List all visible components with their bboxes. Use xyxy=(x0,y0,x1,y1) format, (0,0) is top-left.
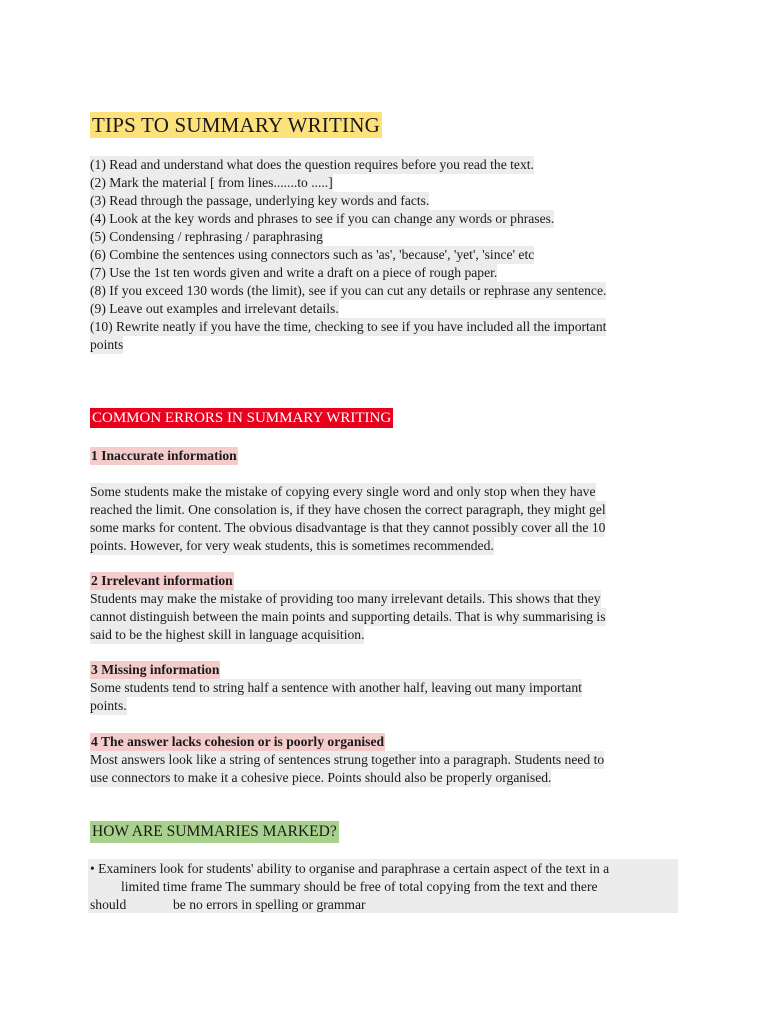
tip-line: (7) Use the 1st ten words given and write a draft on a piece of rough paper. xyxy=(90,265,498,280)
error-text-line: Some students tend to string half a sentence with another half, leaving out many important xyxy=(90,680,582,695)
error-text-line: some marks for content. The obvious disadvantage is that they cannot possibly cover all the 10 xyxy=(90,520,606,535)
error-text-line: Some students make the mistake of copying every single word and only stop when they have xyxy=(90,484,596,499)
tip-line: (1) Read and understand what does the question requires before you read the text. xyxy=(90,157,534,172)
error-subheading: 3 Missing information xyxy=(91,662,220,677)
tip-line: (6) Combine the sentences using connectors such as 'as', 'because', 'yet', 'since' etc xyxy=(90,247,535,262)
tip-line: (3) Read through the passage, underlying key words and facts. xyxy=(90,193,430,208)
tip-line: (10) Rewrite neatly if you have the time, checking to see if you have included all the important xyxy=(90,319,607,334)
marked-text-line: • Examiners look for students' ability to organise and paraphrase a certain aspect of the text in a xyxy=(90,861,610,876)
marked-text-line: be no errors in spelling or grammar xyxy=(173,897,366,912)
error-subheading: 2 Irrelevant information xyxy=(91,573,233,588)
error-text-line: cannot distinguish between the main points and supporting details. That is why summarising is xyxy=(90,609,606,624)
marked-heading: HOW ARE SUMMARIES MARKED? xyxy=(90,821,339,843)
tip-line: points xyxy=(90,337,124,352)
marked-text-line: should xyxy=(90,897,127,912)
error-text-line: reached the limit. One consolation is, if they have chosen the correct paragraph, they might gel xyxy=(90,502,606,517)
marked-text-line: limited time frame The summary should be free of total copying from the text and there xyxy=(121,879,598,894)
error-text-line: points. However, for very weak students, this is sometimes recommended. xyxy=(90,538,494,553)
error-subheading: 1 Inaccurate information xyxy=(91,448,237,463)
errors-heading: COMMON ERRORS IN SUMMARY WRITING xyxy=(92,410,392,426)
error-subheading: 4 The answer lacks cohesion or is poorly organised xyxy=(91,734,385,749)
tip-line: (2) Mark the material [ from lines.......to .....] xyxy=(90,175,333,190)
tip-line: (4) Look at the key words and phrases to see if you can change any words or phrases. xyxy=(90,211,555,226)
tip-line: (9) Leave out examples and irrelevant details. xyxy=(90,301,339,316)
tip-line: (8) If you exceed 130 words (the limit), see if you can cut any details or rephrase any sentence. xyxy=(90,283,607,298)
tip-line: (5) Condensing / rephrasing / paraphrasing xyxy=(90,229,323,244)
error-text-line: use connectors to make it a cohesive piece. Points should also be properly organised. xyxy=(90,770,552,785)
error-text-line: Most answers look like a string of sentences strung together into a paragraph. Students need to xyxy=(90,752,605,767)
error-text-line: Students may make the mistake of providing too many irrelevant details. This shows that they xyxy=(90,591,601,606)
error-text-line: said to be the highest skill in language acquisition. xyxy=(90,627,365,642)
error-text-line: points. xyxy=(90,698,127,713)
page-title: TIPS TO SUMMARY WRITING xyxy=(92,113,380,137)
